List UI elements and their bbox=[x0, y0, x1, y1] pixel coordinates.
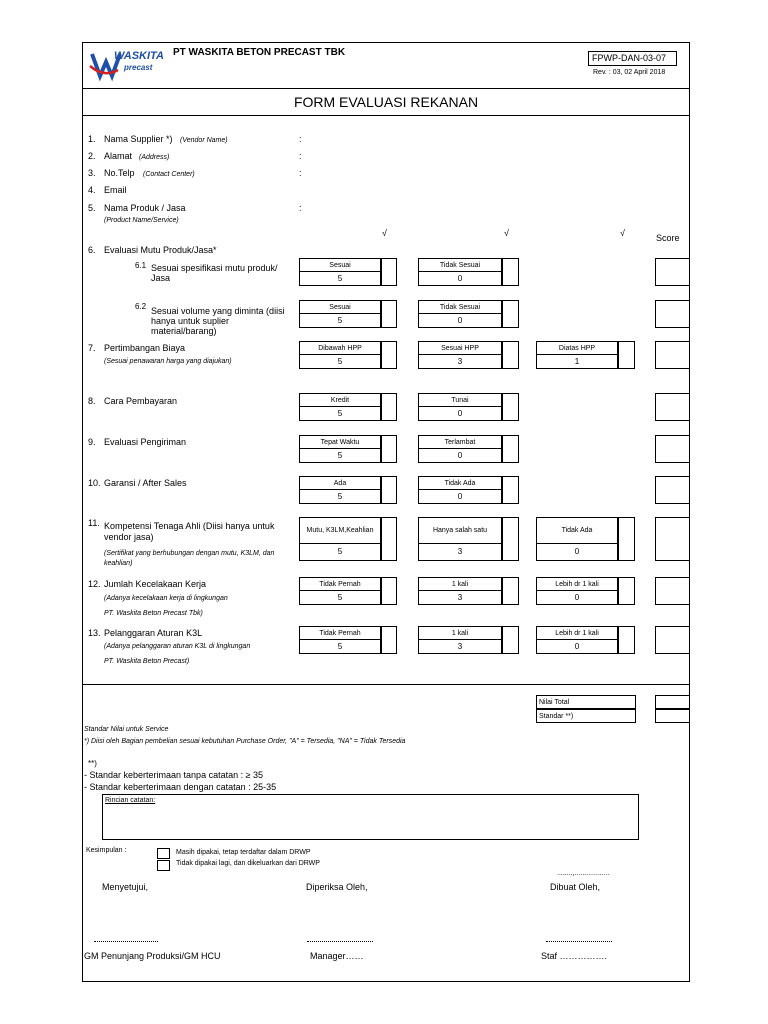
option-label: Sesuai HPP bbox=[419, 342, 501, 355]
logo-subtext: precast bbox=[124, 63, 153, 72]
option-label: 1 kali bbox=[419, 627, 501, 640]
option-value: 5 bbox=[337, 451, 343, 460]
total-score[interactable] bbox=[655, 695, 690, 709]
checkbox-7-b[interactable] bbox=[502, 341, 519, 369]
option-10-b[interactable] bbox=[418, 476, 502, 504]
option-7-c[interactable] bbox=[536, 341, 618, 369]
score-11[interactable] bbox=[655, 517, 690, 561]
field-3-sub: (Contact Center) bbox=[143, 171, 195, 178]
option-7-b[interactable] bbox=[418, 341, 502, 369]
field-2-sub: (Address) bbox=[139, 154, 170, 161]
criteria-11-label-1: Kompetensi Tenaga Ahli (Diisi hanya untuk bbox=[104, 521, 275, 531]
option-value: 5 bbox=[337, 492, 343, 501]
sign-role-2: Manager…… bbox=[310, 951, 364, 961]
option-label: Kredit bbox=[300, 394, 380, 407]
score-10[interactable] bbox=[655, 476, 690, 504]
option-value: 1 bbox=[574, 357, 580, 366]
conclusion-option-1: Masih dipakai, tetap terdaftar dalam DRWP bbox=[176, 849, 311, 856]
checkbox-7-a[interactable] bbox=[381, 341, 397, 369]
criteria-13-sub-1: (Adanya pelanggaran aturan K3L di lingkungan bbox=[104, 643, 251, 650]
criteria-10-label: Garansi / After Sales bbox=[104, 478, 187, 488]
option-value: 5 bbox=[337, 593, 343, 602]
header-divider bbox=[82, 88, 690, 89]
option-label: Lebih dr 1 kali bbox=[537, 627, 617, 640]
field-5-colon[interactable]: : bbox=[299, 203, 302, 213]
checkbox-11-c[interactable] bbox=[618, 517, 635, 561]
criteria-11-num: 11. bbox=[88, 518, 100, 528]
criteria-11-label-2: vendor jasa) bbox=[104, 532, 154, 542]
checkbox-12-c[interactable] bbox=[618, 577, 635, 605]
option-value: 5 bbox=[337, 409, 343, 418]
section-divider bbox=[82, 684, 690, 685]
field-3-num: 3. bbox=[88, 168, 96, 178]
field-4-num: 4. bbox=[88, 185, 96, 195]
criteria-6-1-num: 6.1 bbox=[135, 261, 147, 270]
criteria-12-sub-1: (Adanya kecelakaan kerja di lingkungan bbox=[104, 595, 228, 602]
option-6-2-a[interactable] bbox=[299, 300, 381, 328]
criteria-13-num: 13. bbox=[88, 628, 101, 638]
option-value: 5 bbox=[337, 357, 343, 366]
checkbox-8-b[interactable] bbox=[502, 393, 519, 421]
sign-check: Diperiksa Oleh, bbox=[306, 882, 368, 892]
conclusion-checkbox-2[interactable] bbox=[157, 860, 170, 871]
option-value: 0 bbox=[574, 642, 580, 651]
criteria-6-2-label-3: material/barang) bbox=[151, 326, 217, 336]
criteria-11-sub-2: keahlian) bbox=[104, 560, 133, 567]
option-label: Tidak Sesuai bbox=[419, 259, 501, 272]
checkbox-6-2-a[interactable] bbox=[381, 300, 397, 328]
checkbox-12-a[interactable] bbox=[381, 577, 397, 605]
option-6-2-b[interactable] bbox=[418, 300, 502, 328]
option-value: 0 bbox=[457, 316, 463, 325]
option-label: Ada bbox=[300, 477, 380, 490]
checkbox-6-1-b[interactable] bbox=[502, 258, 519, 286]
doc-revision: Rev. : 03, 02 April 2018 bbox=[593, 69, 666, 76]
checkbox-9-a[interactable] bbox=[381, 435, 397, 463]
option-label: Dibawah HPP bbox=[300, 342, 380, 355]
sign-line-3[interactable] bbox=[546, 941, 612, 942]
criteria-9-num: 9. bbox=[88, 437, 96, 447]
conclusion-label: Kesimpulan : bbox=[86, 847, 127, 854]
checkbox-6-2-b[interactable] bbox=[502, 300, 519, 328]
option-label: Tidak Ada bbox=[419, 477, 501, 490]
criteria-9-label: Evaluasi Pengiriman bbox=[104, 437, 187, 447]
checkbox-7-c[interactable] bbox=[618, 341, 635, 369]
option-12-b[interactable] bbox=[418, 577, 502, 605]
field-5-num: 5. bbox=[88, 203, 96, 213]
option-7-a[interactable] bbox=[299, 341, 381, 369]
criteria-6-1-label-2: Jasa bbox=[151, 273, 171, 283]
conclusion-checkbox-1[interactable] bbox=[157, 848, 170, 859]
option-value: 5 bbox=[337, 316, 343, 325]
sign-line-2[interactable] bbox=[307, 941, 373, 942]
field-5-sub: (Product Name/Service) bbox=[104, 217, 179, 224]
option-label: Hanya salah satu bbox=[419, 518, 501, 544]
checkmark-col-2: √ bbox=[504, 228, 509, 238]
score-7[interactable] bbox=[655, 341, 690, 369]
option-label: Diatas HPP bbox=[537, 342, 617, 355]
option-label: Mutu, K3LM,Keahlian bbox=[300, 518, 380, 544]
checkbox-11-b[interactable] bbox=[502, 517, 519, 561]
criteria-8-label: Cara Pembayaran bbox=[104, 396, 178, 406]
criteria-6-num: 6. bbox=[88, 245, 96, 255]
field-4-label: Email bbox=[104, 185, 127, 195]
option-label: Tunai bbox=[419, 394, 501, 407]
footnote-2-head: **) bbox=[88, 759, 97, 768]
option-label: Tidak Pernah bbox=[300, 627, 380, 640]
score-6-1[interactable] bbox=[655, 258, 690, 286]
standard-1: - Standar keberterimaan tanpa catatan : ≥ 35 bbox=[84, 770, 264, 780]
doc-code: FPWP-DAN-03-07 bbox=[592, 53, 667, 63]
option-value: 0 bbox=[457, 492, 463, 501]
option-11-a[interactable] bbox=[299, 517, 381, 561]
checkbox-8-a[interactable] bbox=[381, 393, 397, 421]
service-standard-note: Standar Nilai untuk Service bbox=[84, 726, 169, 733]
checkbox-6-1-a[interactable] bbox=[381, 258, 397, 286]
standar-label: Standar **) bbox=[539, 713, 574, 720]
option-value: 0 bbox=[457, 274, 463, 283]
option-value: 3 bbox=[457, 357, 463, 366]
criteria-13-label: Pelanggaran Aturan K3L bbox=[104, 628, 203, 638]
criteria-12-sub-2: PT. Waskita Beton Precast Tbk) bbox=[104, 610, 203, 617]
sign-approve: Menyetujui, bbox=[102, 882, 149, 892]
checkbox-10-b[interactable] bbox=[502, 476, 519, 504]
score-12[interactable] bbox=[655, 577, 690, 605]
conclusion-option-2: Tidak dipakai lagi, dan dikeluarkan dari DRWP bbox=[176, 860, 320, 867]
logo-text: WASKITA bbox=[114, 50, 164, 62]
checkbox-11-a[interactable] bbox=[381, 517, 397, 561]
field-2-num: 2. bbox=[88, 151, 96, 161]
criteria-6-2-label-1: Sesuai volume yang diminta (diisi bbox=[151, 306, 285, 316]
option-9-b[interactable] bbox=[418, 435, 502, 463]
option-12-c[interactable] bbox=[536, 577, 618, 605]
checkbox-10-a[interactable] bbox=[381, 476, 397, 504]
standard-2: - Standar keberterimaan dengan catatan : 25-35 bbox=[84, 782, 277, 792]
field-3-colon[interactable]: : bbox=[299, 168, 302, 178]
sign-role-1: GM Penunjang Produksi/GM HCU bbox=[84, 951, 221, 961]
option-11-b[interactable] bbox=[418, 517, 502, 561]
field-2-colon[interactable]: : bbox=[299, 151, 302, 161]
checkbox-13-c[interactable] bbox=[618, 626, 635, 654]
option-13-b[interactable] bbox=[418, 626, 502, 654]
sign-role-3: Staf ……………. bbox=[541, 951, 608, 961]
checkbox-13-a[interactable] bbox=[381, 626, 397, 654]
option-6-1-a[interactable] bbox=[299, 258, 381, 286]
criteria-13-sub-2: PT. Waskita Beton Precast) bbox=[104, 658, 190, 665]
criteria-10-num: 10. bbox=[88, 478, 101, 488]
option-value: 0 bbox=[574, 547, 580, 556]
option-label: Terlambat bbox=[419, 436, 501, 449]
company-name: PT WASKITA BETON PRECAST TBK bbox=[173, 47, 346, 58]
option-10-a[interactable] bbox=[299, 476, 381, 504]
title-divider bbox=[82, 115, 690, 116]
criteria-6-2-label-2: hanya untuk suplier bbox=[151, 316, 230, 326]
field-2-label: Alamat bbox=[104, 151, 133, 161]
field-5-label: Nama Produk / Jasa bbox=[104, 203, 186, 213]
standar-score[interactable] bbox=[655, 709, 690, 723]
score-6-2[interactable] bbox=[655, 300, 690, 328]
option-value: 5 bbox=[337, 274, 343, 283]
option-value: 3 bbox=[457, 642, 463, 651]
checkbox-12-b[interactable] bbox=[502, 577, 519, 605]
option-label: 1 kali bbox=[419, 578, 501, 591]
score-header: Score bbox=[656, 233, 680, 243]
footnote-1: *) Diisi oleh Bagian pembelian sesuai kebutuhan Purchase Order, "A" = Tersedia, "NA" = Tidak Tersedia bbox=[84, 738, 406, 745]
option-value: 3 bbox=[457, 593, 463, 602]
score-13[interactable] bbox=[655, 626, 690, 654]
criteria-6-1-label-1: Sesuai spesifikasi mutu produk/ bbox=[151, 263, 278, 273]
checkbox-9-b[interactable] bbox=[502, 435, 519, 463]
nilai-total-label: Nilai Total bbox=[539, 699, 570, 706]
checkbox-13-b[interactable] bbox=[502, 626, 519, 654]
field-1-sub: (Vendor Name) bbox=[180, 137, 228, 144]
score-9[interactable] bbox=[655, 435, 690, 463]
option-value: 5 bbox=[337, 547, 343, 556]
option-9-a[interactable] bbox=[299, 435, 381, 463]
criteria-12-num: 12. bbox=[88, 579, 101, 589]
sign-made: Dibuat Oleh, bbox=[550, 882, 601, 892]
option-11-c[interactable] bbox=[536, 517, 618, 561]
form-frame bbox=[82, 42, 690, 982]
option-8-b[interactable] bbox=[418, 393, 502, 421]
notes-box-label: Rincian catatan: bbox=[105, 797, 156, 804]
option-13-a[interactable] bbox=[299, 626, 381, 654]
notes-box[interactable] bbox=[102, 794, 639, 840]
field-3-label: No.Telp bbox=[104, 168, 135, 178]
date-line[interactable]: ........,.................. bbox=[557, 870, 610, 877]
criteria-8-num: 8. bbox=[88, 396, 96, 406]
sign-line-1[interactable] bbox=[94, 941, 158, 942]
option-label: Tidak Ada bbox=[537, 518, 617, 544]
option-label: Sesuai bbox=[300, 301, 380, 314]
option-13-c[interactable] bbox=[536, 626, 618, 654]
field-1-colon[interactable]: : bbox=[299, 134, 302, 144]
field-1-num: 1. bbox=[88, 134, 96, 144]
option-label: Tidak Pernah bbox=[300, 578, 380, 591]
checkmark-col-1: √ bbox=[382, 228, 387, 238]
score-8[interactable] bbox=[655, 393, 690, 421]
option-label: Lebih dr 1 kali bbox=[537, 578, 617, 591]
option-6-1-b[interactable] bbox=[418, 258, 502, 286]
option-value: 0 bbox=[457, 409, 463, 418]
form-title: FORM EVALUASI REKANAN bbox=[293, 94, 479, 110]
option-12-a[interactable] bbox=[299, 577, 381, 605]
field-1-label: Nama Supplier *) bbox=[104, 134, 173, 144]
criteria-11-sub-1: (Sertifikat yang berhubungan dengan mutu, K3LM, dan bbox=[104, 550, 275, 557]
option-value: 3 bbox=[457, 547, 463, 556]
option-8-a[interactable] bbox=[299, 393, 381, 421]
checkmark-col-3: √ bbox=[620, 228, 625, 238]
option-label: Sesuai bbox=[300, 259, 380, 272]
option-value: 0 bbox=[457, 451, 463, 460]
criteria-7-num: 7. bbox=[88, 343, 96, 353]
criteria-6-label: Evaluasi Mutu Produk/Jasa* bbox=[104, 245, 217, 255]
criteria-7-label: Pertimbangan Biaya bbox=[104, 343, 186, 353]
criteria-7-sub: (Sesuai penawaran harga yang diajukan) bbox=[104, 358, 232, 365]
option-label: Tidak Sesuai bbox=[419, 301, 501, 314]
criteria-12-label: Jumlah Kecelakaan Kerja bbox=[104, 579, 207, 589]
option-value: 0 bbox=[574, 593, 580, 602]
criteria-6-2-num: 6.2 bbox=[135, 302, 147, 311]
option-value: 5 bbox=[337, 642, 343, 651]
option-label: Tepat Waktu bbox=[300, 436, 380, 449]
